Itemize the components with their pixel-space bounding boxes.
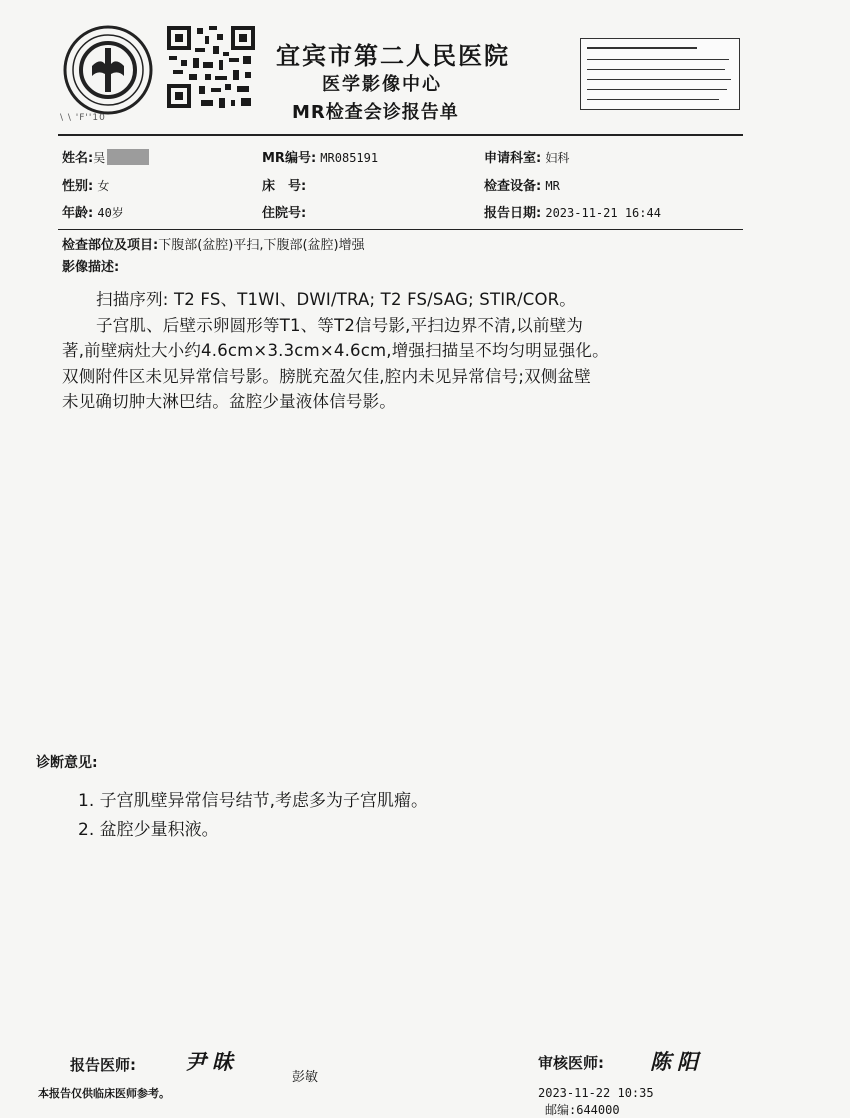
patient-label-sticker (580, 38, 740, 110)
patient-gender-label: 性别: (62, 179, 94, 194)
image-description (62, 287, 762, 415)
mr-number-field (262, 147, 378, 166)
patient-age-field (62, 202, 124, 221)
requesting-department-label: 申请科室: (484, 151, 542, 166)
hospital-name: 宜宾市第二人民医院 (276, 41, 510, 70)
description-line: 未见确切肿大淋巴结。盆腔少量液体信号影。 (62, 392, 396, 411)
review-time: 2023-11-22 10:35 (538, 1086, 654, 1100)
reporter-label: 报告医师: (70, 1056, 136, 1074)
description-line: 著,前壁病灶大小约4.6cm×3.3cm×4.6cm,增强扫描呈不均匀明显强化。 (62, 341, 609, 360)
report-title: MR检查会诊报告单 (292, 102, 459, 123)
exam-device-value: MR (545, 179, 560, 193)
department-name: 医学影像中心 (322, 74, 442, 95)
header-divider (58, 134, 743, 136)
report-date-field (484, 202, 661, 221)
exam-device-field (484, 175, 560, 194)
name-redaction (107, 149, 149, 165)
inpatient-number-label: 住院号: (262, 206, 307, 221)
logo-caption: \ \ 'F''10 (60, 113, 106, 123)
bed-number-field (262, 175, 306, 194)
diagnosis-label: 诊断意见: (36, 755, 98, 771)
patient-name-field (62, 147, 149, 166)
requesting-department-field (484, 147, 569, 166)
hospital-logo-icon (62, 24, 154, 116)
info-divider (58, 229, 743, 230)
qr-code-icon (165, 24, 257, 110)
diagnosis-item: 2. 盆腔少量积液。 (78, 820, 219, 840)
image-description-label: 影像描述: (62, 260, 120, 275)
disclaimer-text: 本报告仅供临床医师参考。 (38, 1087, 170, 1100)
requesting-department-value: 妇科 (545, 151, 570, 165)
description-line: 扫描序列: T2 FS、T1WI、DWI/TRA; T2 FS/SAG; STIR/COR。 (96, 290, 577, 309)
patient-gender-field (62, 175, 109, 194)
patient-gender-value: 女 (97, 179, 110, 193)
patient-name-value: 吴 (93, 151, 106, 165)
description-line: 双侧附件区未见异常信号影。膀胱充盈欠佳,腔内未见异常信号;双侧盆壁 (62, 366, 591, 386)
mr-number-label: MR编号: (262, 151, 317, 166)
report-date-label: 报告日期: (484, 206, 542, 221)
patient-age-label: 年龄: (62, 206, 94, 221)
reviewer-signature: 陈阳 (650, 1049, 704, 1074)
reporter-name: 彭敏 (292, 1070, 319, 1085)
inpatient-number-field (262, 202, 306, 221)
exam-device-label: 检查设备: (484, 179, 542, 194)
exam-parts-value: 下腹部(盆腔)平扫,下腹部(盆腔)增强 (158, 238, 365, 253)
postcode: 邮编:644000 (545, 1103, 620, 1117)
diagnosis-item: 1. 子宫肌壁异常信号结节,考虑多为子宫肌瘤。 (78, 791, 429, 811)
exam-parts-field (62, 234, 365, 253)
reporter-signature: 尹昧 (185, 1049, 239, 1074)
patient-age-value: 40岁 (97, 206, 124, 220)
mr-number-value: MR085191 (320, 151, 379, 165)
patient-name-label: 姓名: (62, 151, 94, 166)
description-line: 子宫肌、后壁示卵圆形等T1、等T2信号影,平扫边界不清,以前壁为 (96, 315, 584, 335)
exam-parts-label: 检查部位及项目: (62, 238, 159, 253)
report-date-value: 2023-11-21 16:44 (545, 206, 661, 220)
reviewer-label: 审核医师: (538, 1054, 604, 1072)
bed-number-label: 床 号: (262, 179, 307, 194)
